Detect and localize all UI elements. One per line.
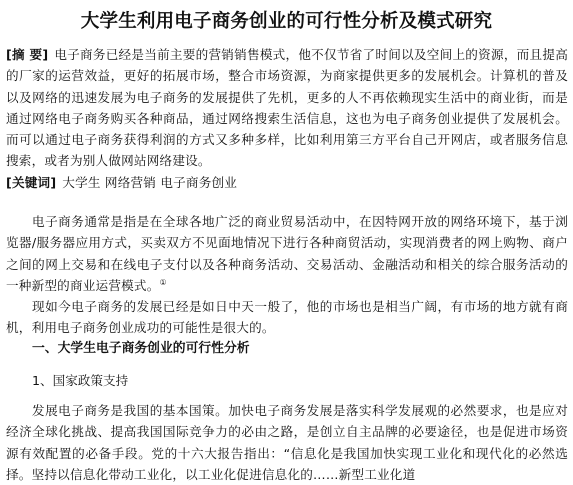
- document-title: 大学生利用电子商务创业的可行性分析及模式研究: [80, 11, 493, 32]
- paragraph-1-text: 电子商务通常是指是在全球各地广泛的商业贸易活动中，在因特网开放的网络环境下，基于浏览器/服务器应用方式，买卖双方不见面地情况下进行各种商贸活动，实现消费者的网上购物、商户之间的网上交易和在线电子支付以及各种商务活动、交易活动、金融活动和相关的综合服务活动的一种新型的商业运营模式。: [6, 214, 568, 293]
- body-paragraph-1: [6, 211, 568, 296]
- abstract-label: [摘 要]: [6, 47, 49, 62]
- body-paragraph-2: [6, 296, 568, 339]
- section-heading: 一、大学生电子商务创业的可行性分析: [32, 341, 250, 356]
- abstract-paragraph: [6, 44, 568, 172]
- keywords-line: [6, 172, 568, 193]
- keyword-item: 网络营销: [104, 175, 157, 190]
- abstract-text: 电子商务已经是当前主要的营销销售模式，他不仅节省了时间以及空间上的资源，而且提高的厂家的运营效益，更好的拓展市场，整合市场资源，为商家提供更多的发展机会。计算机的普及以及网络的迅速发展为电子商务的发展提供了先机，更多的人不再依赖现实生活中的商业街，而是通过网络电子商务购买各种商品，通过网络搜索生活信息，这也为电子商务创业提供了发展机会。而可以通过电子商务获得利润的方式又多种多样，比如利用第三方平台自己开网店，或者服务信息搜索，或者为别人做网站网络建设。: [6, 47, 568, 169]
- paragraph-2-text: 现如今电子商务的发展已经是如日中天一般了，他的市场也是相当广阔，有市场的地方就有商机，利用电子商务创业成功的可能性是很大的。: [6, 299, 568, 336]
- footnote-marker: ①: [159, 277, 167, 287]
- keyword-item: 大学生: [62, 175, 101, 190]
- keyword-item: 电子商务创业: [160, 175, 238, 190]
- body-paragraph-3: [6, 400, 568, 485]
- keywords-label: [关键词]: [6, 175, 57, 190]
- subsection-heading: 1、国家政策支持: [32, 373, 129, 388]
- paragraph-3-text: 发展电子商务是我国的基本国策。加快电子商务发展是落实科学发展观的必然要求，也是应对经济全球化挑战、提高我国国际竞争力的必由之路，是创立自主品牌的必要途径，也是促进市场资源有效配置的必备手段。党的十六大报告指出：“信息化是我国加快实现工业化和现代化的必然选择。坚持以信息化带动工业化，以工业化促进信息化的……新型工业化道: [6, 403, 568, 482]
